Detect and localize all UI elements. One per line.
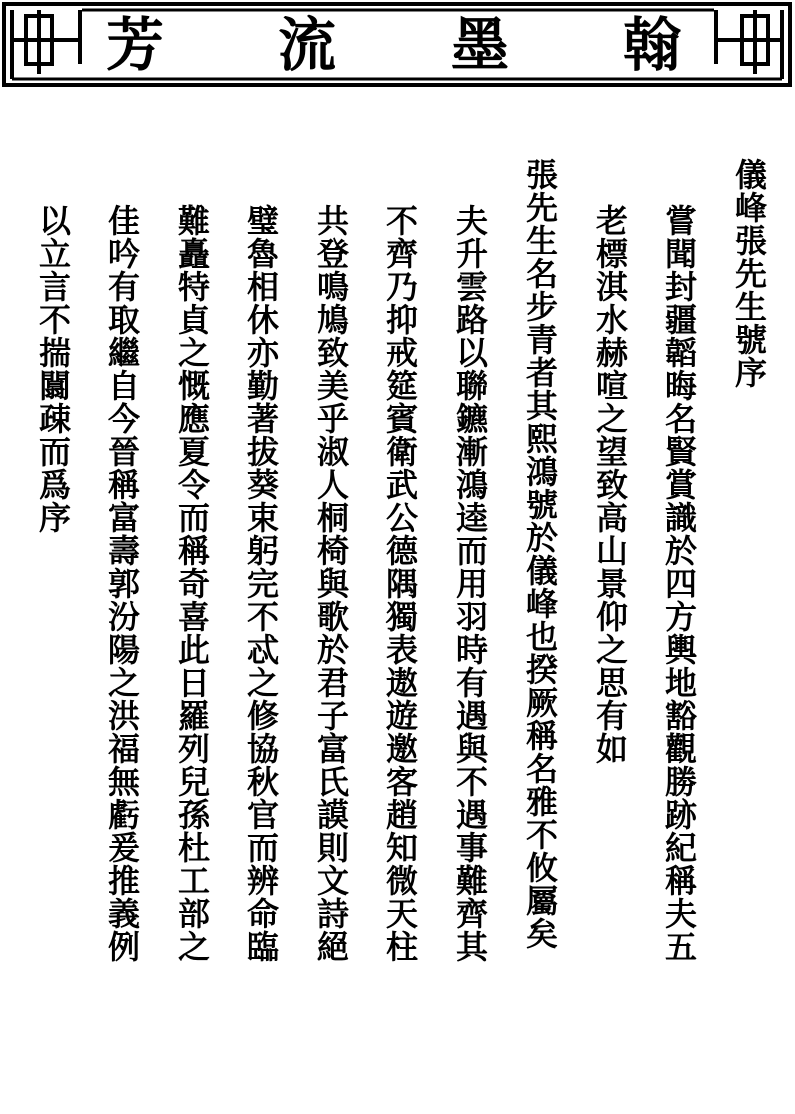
text-column: 嘗聞封疆韜晦名賢賞識於四方輿地豁觀勝跡紀稱夫五: [660, 204, 698, 963]
text-column: 張先生名步青者其熙鴻號於儀峰也揆厥稱名雅不攸屬矣: [521, 158, 559, 950]
title-char: 芳: [105, 11, 164, 79]
title-char: 流: [277, 11, 336, 79]
text-column: 璧魯相休亦勤著拔葵束躬完不忒之修協秋官而辨命臨: [242, 204, 280, 963]
text-column: 以立言不揣闒疎而爲序: [34, 204, 72, 534]
title-char: 墨: [450, 11, 509, 79]
text-column: 老標淇水赫喧之望致高山景仰之思有如: [591, 204, 629, 765]
title-char: 翰: [622, 11, 681, 79]
text-column: 難矗特貞之慨應夏令而稱奇喜此日羅列兒孫杜工部之: [173, 204, 211, 963]
text-column: 儀峰張先生號序: [730, 158, 768, 389]
text-column: 不齊乃抑戒筵賓衛武公德隅獨表遨遊邀客趙知微天柱: [381, 204, 419, 963]
text-column: 佳吟有取繼自今晉稱富壽郭汾陽之洪福無虧爰推義例: [103, 204, 141, 963]
text-column: 夫升雲路以聯鑣漸鴻逵而用羽時有遇與不遇事難齊其: [451, 204, 489, 963]
text-column: 共登鳴鳩致美乎淑人桐椅與歌於君子富氏謨則文詩絕: [312, 204, 350, 963]
